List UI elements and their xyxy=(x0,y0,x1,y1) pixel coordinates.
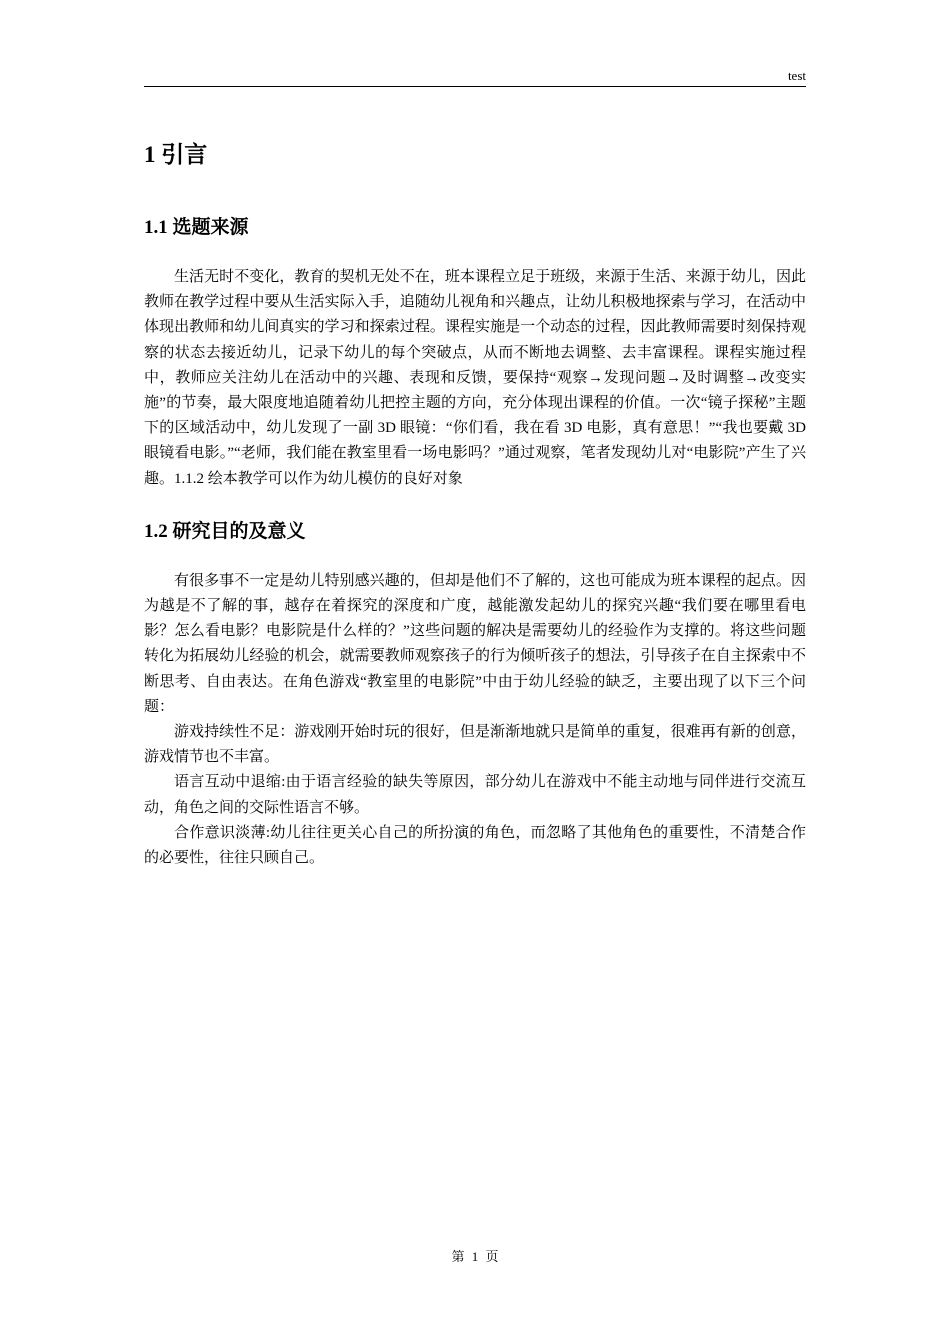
document-body xyxy=(144,138,806,871)
section-title-1-1: 1.1 选题来源 xyxy=(144,217,249,238)
page-header-text: test xyxy=(787,68,806,83)
chapter-title: 1 引言 xyxy=(144,142,208,167)
section-1-2-paragraph-1: 有很多事不一定是幼儿特别感兴趣的，但却是他们不了解的，这也可能成为班本课程的起点。因为越是不了解的事，越存在着探究的深度和广度，越能激发起幼儿的探究兴趣“我们要在哪里看电影？怎么看电影？电影院是什么样的？”这些问题的解决是需要幼儿的经验作为支撑的。将这些问题转化为拓展幼儿经验的机会，就需要教师观察孩子的行为倾听孩子的想法，引导孩子在自主探索中不断思考、自由表达。在角色游戏“教室里的电影院”中由于幼儿经验的缺乏，主要出现了以下三个问题： xyxy=(144,572,806,715)
page-number: 第 1 页 xyxy=(451,1249,499,1264)
section-1-2-paragraph-4: 合作意识淡薄:幼儿往往更关心自己的所扮演的角色，而忽略了其他角色的重要性，不清楚合作的必要性，往往只顾自己。 xyxy=(144,824,806,867)
header-divider xyxy=(144,86,806,87)
section-title-1-2: 1.2 研究目的及意义 xyxy=(144,520,306,542)
section-1-2-paragraph-3: 语言互动中退缩:由于语言经验的缺失等原因，部分幼儿在游戏中不能主动地与同伴进行交流互动，角色之间的交际性语言不够。 xyxy=(144,774,806,816)
section-1-1-paragraph-1: 生活无时不变化，教育的契机无处不在，班本课程立足于班级，来源于生活、来源于幼儿，因此教师在教学过程中要从生活实际入手，追随幼儿视角和兴趣点，让幼儿积极地探索与学习，在活动中体现出教师和幼儿间真实的学习和探索过程。课程实施是一个动态的过程，因此教师需要时刻保持观察的状态去接近幼儿，记录下幼儿的每个突破点，从而不断地去调整、去丰富课程。课程实施过程中，教师应关注幼儿在活动中的兴趣、表现和反馈，要保持“观察→发现问题→及时调整→改变实施”的节奏，最大限度地追随着幼儿把控主题的方向，充分体现出课程的价值。一次“镜子探秘”主题下的区域活动中，幼儿发现了一副 3D 眼镜：“你们看，我在看 3D 电影，真有意思！”“我也要戴 3D 眼镜看电影。”“老师，我们能在教室里看一场电影吗？”通过观察，笔者发现幼儿对“电影院”产生了兴趣。1.1.2 绘本教学可以作为幼儿模仿的良好对象 xyxy=(144,269,806,487)
section-spacer xyxy=(144,492,806,518)
section-1-2-paragraph-2: 游戏持续性不足：游戏刚开始时玩的很好，但是渐渐地就只是简单的重复，很难再有新的创意，游戏情节也不丰富。 xyxy=(144,724,806,766)
